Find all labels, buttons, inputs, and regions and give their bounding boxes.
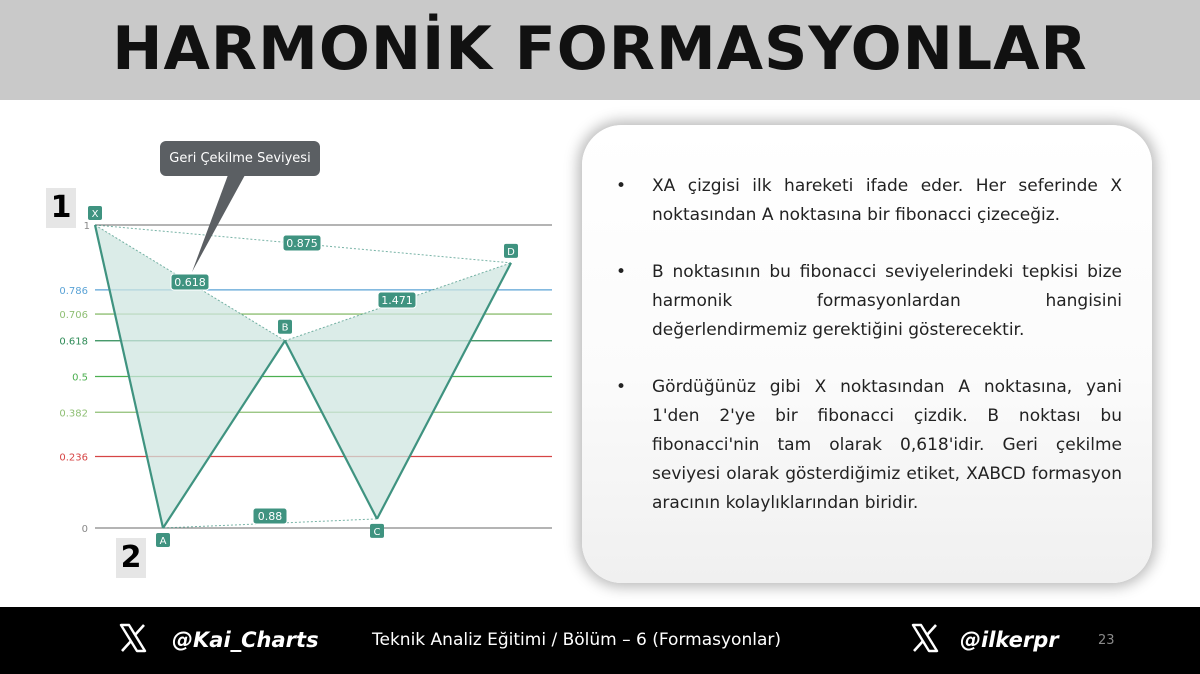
fib-level-label: 1 — [83, 221, 90, 232]
bullet-text: Gördüğünüz gibi X noktasından A noktasına, yani 1'den 2'ye bir fibonacci çizdik. B noktası bu fibonacci'nin tam olarak 0,618'idir. Geri çekilme seviyesi olarak gösterdiğimiz etiket, XABCD formasyon aracının kolaylıklarından biridir. — [652, 377, 1122, 513]
ratio-badge-label: 1.471 — [381, 294, 413, 307]
x-logo-icon[interactable] — [910, 623, 940, 653]
bullet-item — [610, 258, 1122, 345]
slide-title: HARMONİK FORMASYONLAR — [112, 14, 1088, 84]
fib-level-label: 0 — [81, 524, 88, 535]
right-handle-link[interactable]: @ilkerpr — [960, 628, 1059, 652]
point-badge-label: C — [373, 526, 381, 538]
left-handle-link[interactable]: @Kai_Charts — [172, 628, 319, 652]
explanation-card — [582, 125, 1152, 583]
bullet-icon: • — [616, 176, 627, 196]
point-badge-label: B — [281, 322, 289, 334]
fib-level-label: 0.618 — [59, 336, 88, 348]
fib-level-label: 0.236 — [59, 452, 88, 464]
x-logo-icon[interactable] — [118, 623, 148, 653]
callout-pointer — [192, 175, 245, 272]
point-badge-label: A — [159, 536, 167, 547]
ratio-badge-label: 0.88 — [257, 510, 283, 523]
bullet-icon: • — [616, 262, 627, 282]
point-badge-label: X — [91, 209, 99, 220]
point-badge-label: D — [507, 246, 515, 258]
bullet-text: B noktasının bu fibonacci seviyelerindeki tepkisi bize harmonik formasyonlardan hangisini değerlendirmemiz gerektiğini gösterecektir. — [652, 262, 1122, 340]
point-label-1: 1 — [46, 188, 76, 228]
title-bar — [0, 0, 1200, 100]
fib-level-label: 0.382 — [59, 408, 88, 420]
bullet-item — [610, 172, 1122, 230]
footer — [0, 607, 1200, 674]
point-label-2: 2 — [116, 538, 146, 578]
bullet-item — [610, 373, 1122, 518]
bullet-list — [582, 125, 1152, 518]
page-number: 23 — [1098, 633, 1115, 648]
fib-level-label: 0.5 — [72, 372, 88, 384]
fib-level-label: 0.786 — [59, 285, 88, 297]
ratio-badge-label: 0.875 — [286, 237, 318, 250]
bullet-text: XA çizgisi ilk hareketi ifade eder. Her seferinde X noktasından A noktasına bir fibonacci çizeceğiz. — [652, 176, 1122, 225]
bullet-icon: • — [616, 377, 627, 397]
ratio-badge-label: 0.618 — [174, 276, 206, 289]
course-title: Teknik Analiz Eğitimi / Bölüm – 6 (Formasyonlar) — [372, 630, 781, 650]
retracement-callout: Geri Çekilme Seviyesi — [160, 141, 320, 176]
fib-level-label: 0.706 — [59, 310, 88, 322]
